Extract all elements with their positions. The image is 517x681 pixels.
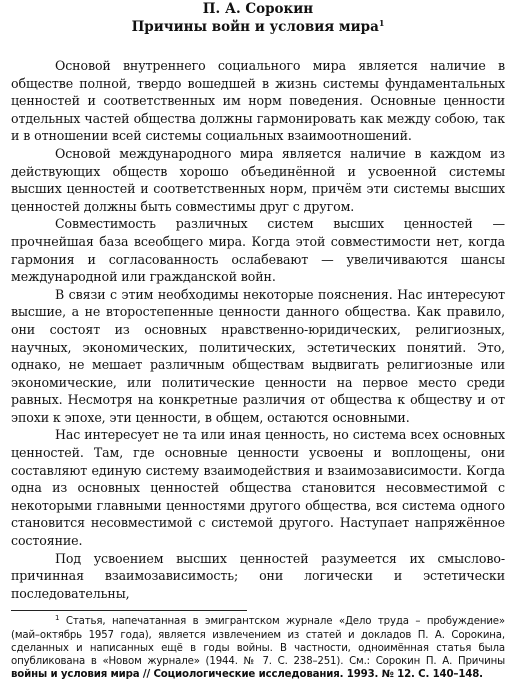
footnote bbox=[11, 615, 505, 681]
document-page bbox=[0, 1, 517, 681]
footnote-citation: войны и условия мира // Социологические исследования. 1993. № 12. С. 140–148. bbox=[11, 669, 483, 681]
paragraph: Совместимость различных систем высших ценностей — прочнейшая база всеобщего мира. Когда этой совместимости нет, когда гармония и согласованность ослабевают — увеличиваются шансы международной или гражданской войн. bbox=[11, 216, 505, 285]
footnote-divider bbox=[11, 610, 247, 611]
title-text: Причины войн и условия мира bbox=[131, 19, 379, 35]
footnote-mark: 1 bbox=[55, 614, 60, 623]
paragraph: Основой внутреннего социального мира является наличие в обществе полной, твердо вошедшей в жизнь системы фундаментальных ценностей и соответственных им норм поведения. Основные ценности отдельных частей общества должны гармонировать как между собою, так и в отношении всей системы социальных взаимоотношений. bbox=[11, 58, 505, 144]
paragraph: В связи с этим необходимы некоторые пояснения. Нас интересуют высшие, а не второстепенные ценности данного общества. Как правило, они состоят из основных нравственно-юридических, религиозных, научных, экономических, политических, эстетических понятий. Это, однако, не мешает различным обществам выдвигать религиозные или экономические, или политические ценности на первое место среди равных. Несмотря на конкретные различия от общества к обществу и от эпохи к эпохе, эти ценности, в общем, остаются основными. bbox=[11, 286, 505, 425]
title-footnote-mark[interactable]: 1 bbox=[378, 18, 385, 28]
footnote-text: Статья, напечатанная в эмигрантском журнале «Дело труда – пробуждение» (май–октябрь 1957 года), является извлечением из статей и докладов П. А. Сорокина, сделанных и написанных ещё в годы войны. В частности, одноимённая статья была опубликована в «Новом журнале» (1944. № 7. С. 238–251). См.: Сорокин П. А. Причины bbox=[11, 616, 505, 668]
paragraph: Под усвоением высших ценностей разумеется их смыслово-причинная взаимозависимость; они логически и эстетически последовательны, bbox=[11, 550, 505, 601]
article-body bbox=[11, 57, 505, 602]
author-name: П. А. Сорокин bbox=[202, 1, 314, 17]
paragraph: Основой международного мира является наличие в каждом из действующих обществ хорошо объединённой и усвоенной системы высших ценностей и соответственных норм, причём эти системы высших ценностей должны быть совместимы друг с другом. bbox=[11, 145, 505, 214]
article-title bbox=[11, 19, 505, 36]
paragraph: Нас интересует не та или иная ценность, но система всех основных ценностей. Там, где основные ценности усвоены и воплощены, они составляют единую систему взаимодействия и взаимозависимости. Когда одна из основных ценностей общества становится несовместимой с некоторыми главными ценностями другого общества, вся система одного становится несовместимой с системой другого. Наступает напряжённое состояние. bbox=[11, 427, 505, 549]
